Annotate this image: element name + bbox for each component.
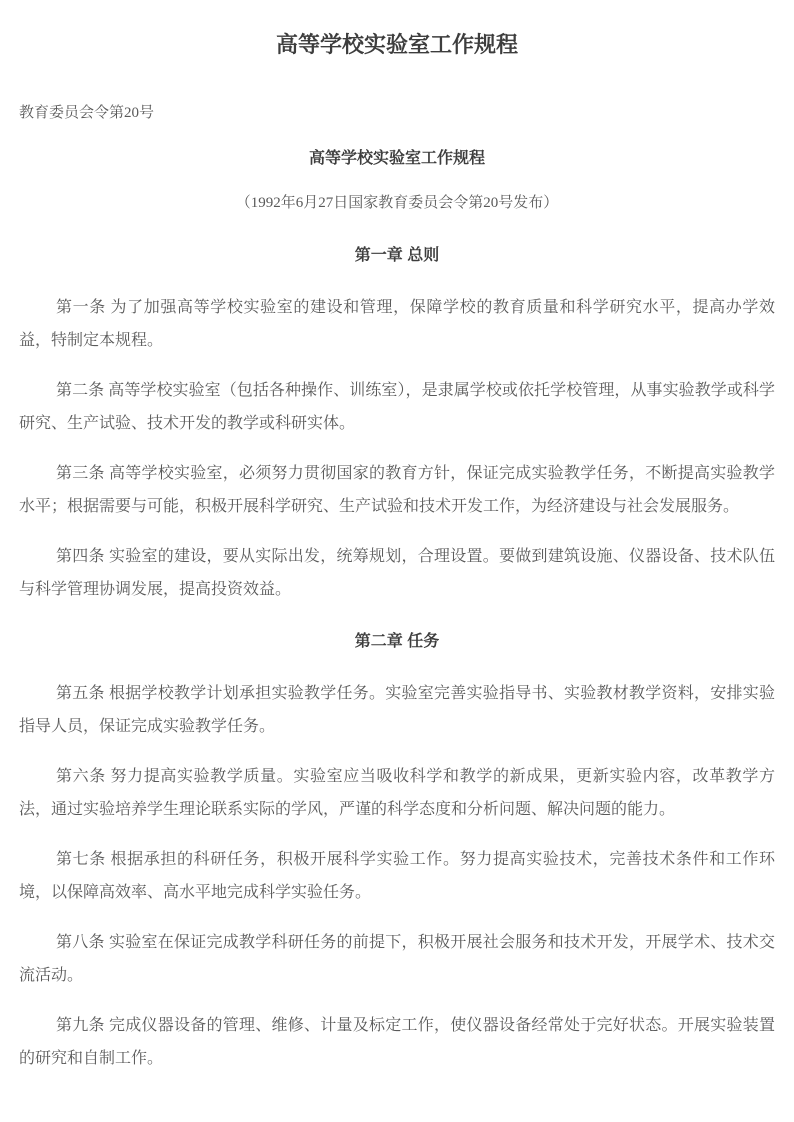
publish-date-line: （1992年6月27日国家教育委员会令第20号发布）	[235, 195, 559, 211]
article-7-paragraph: 第七条 根据承担的科研任务，积极开展科学实验工作。努力提高实验技术，完善技术条件和工作环境，以保障高效率、高水平地完成科学实验任务。	[19, 851, 775, 901]
document-title: 高等学校实验室工作规程	[308, 150, 485, 167]
article-8-paragraph: 第八条 实验室在保证完成教学科研任务的前提下，积极开展社会服务和技术开发，开展学术、技术交流活动。	[19, 934, 775, 984]
article-1-paragraph: 第一条 为了加强高等学校实验室的建设和管理，保障学校的教育质量和科学研究水平，提高办学效益，特制定本规程。	[19, 299, 775, 349]
article-4-paragraph: 第四条 实验室的建设，要从实际出发，统筹规划，合理设置。要做到建筑设施、仪器设备、技术队伍与科学管理协调发展，提高投资效益。	[19, 548, 775, 598]
chapter-2-heading: 第二章 任务	[354, 633, 440, 650]
article-2-paragraph: 第二条 高等学校实验室（包括各种操作、训练室），是隶属学校或依托学校管理，从事实验教学或科学研究、生产试验、技术开发的教学或科研实体。	[19, 382, 775, 432]
chapter-1-heading: 第一章 总则	[354, 247, 440, 264]
decree-number-line: 教育委员会令第20号	[19, 105, 155, 121]
page-title: 高等学校实验室工作规程	[275, 32, 518, 57]
article-6-paragraph: 第六条 努力提高实验教学质量。实验室应当吸收科学和教学的新成果，更新实验内容，改革教学方法，通过实验培养学生理论联系实际的学风，严谨的科学态度和分析问题、解决问题的能力。	[19, 768, 775, 818]
article-3-paragraph: 第三条 高等学校实验室，必须努力贯彻国家的教育方针，保证完成实验教学任务，不断提高实验教学水平；根据需要与可能，积极开展科学研究、生产试验和技术开发工作，为经济建设与社会发展服务。	[19, 465, 775, 515]
article-9-paragraph: 第九条 完成仪器设备的管理、维修、计量及标定工作，使仪器设备经常处于完好状态。开展实验装置的研究和自制工作。	[19, 1017, 775, 1067]
article-5-paragraph: 第五条 根据学校教学计划承担实验教学任务。实验室完善实验指导书、实验教材教学资料，安排实验指导人员，保证完成实验教学任务。	[19, 685, 775, 735]
